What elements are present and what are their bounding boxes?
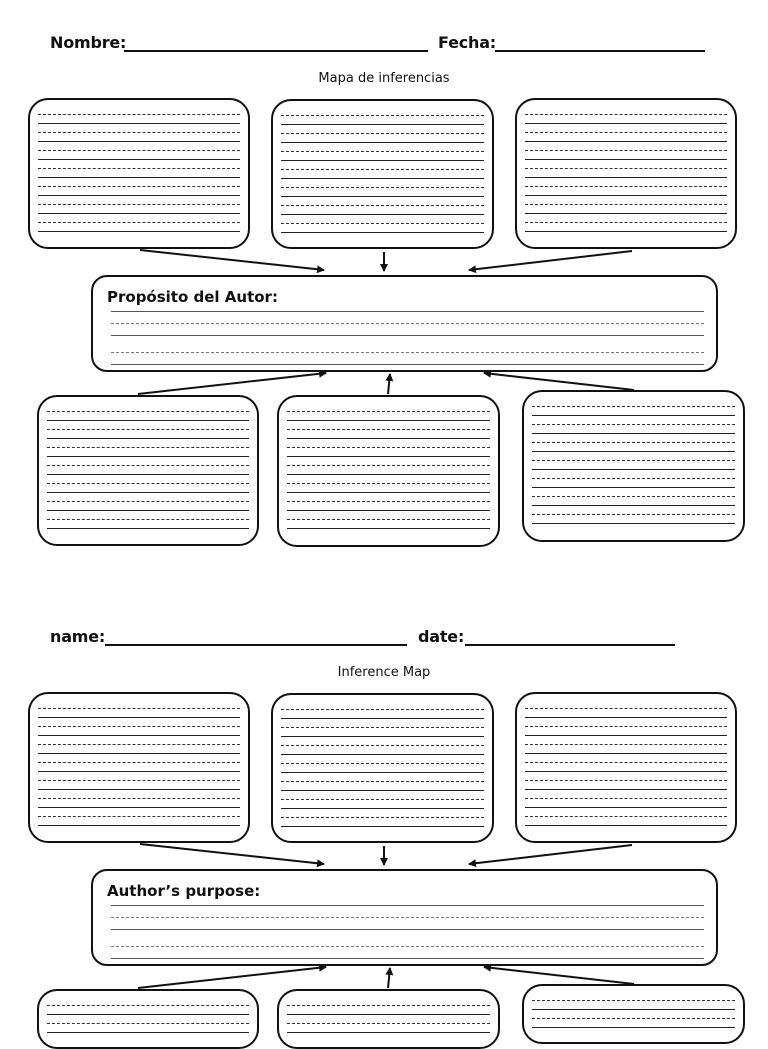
writing-line bbox=[532, 406, 735, 407]
map-title: Mapa de inferencias bbox=[318, 71, 450, 86]
writing-line bbox=[287, 447, 490, 448]
writing-line bbox=[47, 429, 249, 430]
writing-line bbox=[47, 528, 249, 529]
writing-line bbox=[38, 204, 240, 205]
writing-line bbox=[38, 195, 240, 196]
writing-line bbox=[111, 352, 704, 353]
arrow bbox=[138, 967, 326, 988]
writing-line bbox=[287, 483, 490, 484]
writing-line bbox=[47, 474, 249, 475]
writing-line bbox=[281, 727, 484, 728]
writing-line bbox=[525, 114, 727, 115]
writing-line bbox=[281, 142, 484, 143]
writing-line bbox=[47, 1005, 249, 1006]
writing-line bbox=[38, 708, 240, 709]
writing-line bbox=[47, 483, 249, 484]
writing-line bbox=[287, 474, 490, 475]
writing-line bbox=[532, 442, 735, 443]
writing-line bbox=[287, 1014, 490, 1015]
writing-line bbox=[525, 744, 727, 745]
writing-line bbox=[281, 790, 484, 791]
inference-box-top-center[interactable] bbox=[271, 99, 494, 249]
arrow bbox=[140, 250, 324, 270]
writing-line bbox=[281, 232, 484, 233]
name-field[interactable] bbox=[124, 50, 428, 52]
writing-line bbox=[281, 799, 484, 800]
writing-line bbox=[281, 817, 484, 818]
inference-box-bottom-right[interactable] bbox=[522, 390, 745, 542]
author-purpose-box[interactable] bbox=[91, 275, 718, 372]
arrow bbox=[388, 374, 390, 394]
writing-line bbox=[532, 1009, 735, 1010]
writing-line bbox=[111, 905, 704, 906]
writing-line bbox=[38, 717, 240, 718]
map-title: Inference Map bbox=[337, 665, 431, 680]
writing-line bbox=[525, 762, 727, 763]
writing-line bbox=[281, 133, 484, 134]
writing-line bbox=[525, 150, 727, 151]
writing-line bbox=[38, 762, 240, 763]
writing-line bbox=[111, 364, 704, 365]
writing-line bbox=[281, 718, 484, 719]
inference-box-top-left[interactable] bbox=[28, 98, 250, 249]
writing-line bbox=[38, 825, 240, 826]
writing-line bbox=[525, 726, 727, 727]
writing-line bbox=[38, 753, 240, 754]
writing-line bbox=[38, 771, 240, 772]
writing-line bbox=[47, 438, 249, 439]
writing-line bbox=[281, 196, 484, 197]
writing-line bbox=[111, 323, 704, 324]
arrow bbox=[469, 845, 632, 864]
writing-line bbox=[111, 946, 704, 947]
writing-line bbox=[281, 709, 484, 710]
writing-line bbox=[525, 753, 727, 754]
writing-line bbox=[532, 433, 735, 434]
inference-box-bottom-left[interactable] bbox=[37, 989, 259, 1049]
writing-line bbox=[47, 456, 249, 457]
writing-line bbox=[281, 736, 484, 737]
arrow bbox=[484, 967, 634, 984]
writing-line bbox=[525, 231, 727, 232]
writing-line bbox=[38, 114, 240, 115]
writing-line bbox=[532, 1000, 735, 1001]
writing-line bbox=[532, 451, 735, 452]
writing-line bbox=[38, 132, 240, 133]
writing-line bbox=[281, 169, 484, 170]
writing-line bbox=[525, 825, 727, 826]
writing-line bbox=[47, 420, 249, 421]
writing-line bbox=[525, 222, 727, 223]
writing-line bbox=[38, 168, 240, 169]
writing-line bbox=[38, 744, 240, 745]
arrow bbox=[469, 251, 632, 270]
writing-line bbox=[111, 929, 704, 930]
writing-line bbox=[47, 447, 249, 448]
writing-line bbox=[47, 510, 249, 511]
writing-line bbox=[111, 958, 704, 959]
writing-line bbox=[111, 335, 704, 336]
writing-line bbox=[525, 816, 727, 817]
inference-box-bottom-center[interactable] bbox=[277, 395, 500, 547]
writing-line bbox=[281, 772, 484, 773]
writing-line bbox=[281, 115, 484, 116]
writing-line bbox=[525, 798, 727, 799]
writing-line bbox=[38, 177, 240, 178]
inference-box-bottom-center[interactable] bbox=[277, 989, 500, 1049]
writing-line bbox=[38, 123, 240, 124]
writing-line bbox=[525, 141, 727, 142]
writing-line bbox=[525, 132, 727, 133]
writing-line bbox=[525, 789, 727, 790]
writing-line bbox=[38, 816, 240, 817]
writing-line bbox=[287, 528, 490, 529]
writing-line bbox=[287, 465, 490, 466]
writing-line bbox=[532, 415, 735, 416]
writing-line bbox=[525, 213, 727, 214]
writing-line bbox=[38, 789, 240, 790]
writing-line bbox=[281, 808, 484, 809]
writing-line bbox=[38, 735, 240, 736]
inference-box-bottom-left[interactable] bbox=[37, 395, 259, 546]
writing-line bbox=[525, 123, 727, 124]
writing-line bbox=[532, 487, 735, 488]
writing-line bbox=[532, 496, 735, 497]
writing-line bbox=[38, 159, 240, 160]
writing-line bbox=[532, 478, 735, 479]
writing-line bbox=[525, 807, 727, 808]
writing-line bbox=[281, 124, 484, 125]
writing-line bbox=[287, 438, 490, 439]
writing-line bbox=[532, 505, 735, 506]
writing-line bbox=[525, 186, 727, 187]
writing-line bbox=[532, 424, 735, 425]
writing-line bbox=[287, 1005, 490, 1006]
writing-line bbox=[525, 177, 727, 178]
writing-line bbox=[525, 708, 727, 709]
writing-line bbox=[38, 150, 240, 151]
arrow bbox=[138, 373, 326, 394]
date-label: date: bbox=[418, 627, 465, 646]
writing-line bbox=[525, 168, 727, 169]
writing-line bbox=[38, 231, 240, 232]
date-label: Fecha: bbox=[438, 33, 497, 52]
writing-line bbox=[532, 1027, 735, 1028]
writing-line bbox=[525, 195, 727, 196]
writing-line bbox=[111, 311, 704, 312]
writing-line bbox=[38, 213, 240, 214]
arrow bbox=[388, 968, 390, 988]
writing-line bbox=[47, 492, 249, 493]
name-label: Nombre: bbox=[50, 33, 127, 52]
writing-line bbox=[281, 754, 484, 755]
writing-line bbox=[38, 726, 240, 727]
writing-line bbox=[47, 519, 249, 520]
writing-line bbox=[38, 798, 240, 799]
writing-line bbox=[532, 523, 735, 524]
name-label: name: bbox=[50, 627, 106, 646]
writing-line bbox=[47, 465, 249, 466]
writing-line bbox=[47, 411, 249, 412]
writing-line bbox=[281, 205, 484, 206]
writing-line bbox=[281, 781, 484, 782]
writing-line bbox=[532, 460, 735, 461]
writing-line bbox=[287, 519, 490, 520]
writing-line bbox=[525, 717, 727, 718]
writing-line bbox=[38, 222, 240, 223]
author-purpose-label: Author’s purpose: bbox=[107, 882, 261, 900]
writing-line bbox=[287, 411, 490, 412]
inference-box-top-left[interactable] bbox=[28, 692, 250, 843]
date-field[interactable] bbox=[465, 644, 675, 646]
writing-line bbox=[525, 780, 727, 781]
writing-line bbox=[47, 1014, 249, 1015]
writing-line bbox=[281, 223, 484, 224]
writing-line bbox=[281, 826, 484, 827]
inference-box-bottom-right[interactable] bbox=[522, 984, 745, 1044]
writing-line bbox=[287, 1032, 490, 1033]
writing-line bbox=[525, 735, 727, 736]
writing-line bbox=[287, 456, 490, 457]
writing-line bbox=[281, 763, 484, 764]
writing-line bbox=[281, 160, 484, 161]
writing-line bbox=[532, 469, 735, 470]
writing-line bbox=[281, 214, 484, 215]
name-field[interactable] bbox=[105, 644, 407, 646]
writing-line bbox=[532, 1018, 735, 1019]
writing-line bbox=[47, 501, 249, 502]
writing-line bbox=[525, 771, 727, 772]
writing-line bbox=[38, 807, 240, 808]
author-purpose-label: Propósito del Autor: bbox=[107, 288, 278, 306]
date-field[interactable] bbox=[495, 50, 705, 52]
writing-line bbox=[532, 514, 735, 515]
writing-line bbox=[38, 780, 240, 781]
writing-line bbox=[287, 492, 490, 493]
arrow bbox=[484, 373, 634, 390]
writing-line bbox=[287, 501, 490, 502]
writing-line bbox=[111, 917, 704, 918]
writing-line bbox=[281, 187, 484, 188]
writing-line bbox=[287, 510, 490, 511]
writing-line bbox=[281, 151, 484, 152]
arrow bbox=[140, 844, 324, 864]
writing-line bbox=[38, 141, 240, 142]
writing-line bbox=[47, 1032, 249, 1033]
writing-line bbox=[281, 178, 484, 179]
author-purpose-box[interactable] bbox=[91, 869, 718, 966]
writing-line bbox=[38, 186, 240, 187]
writing-line bbox=[525, 204, 727, 205]
inference-box-top-right[interactable] bbox=[515, 692, 737, 843]
writing-line bbox=[287, 429, 490, 430]
inference-box-top-right[interactable] bbox=[515, 98, 737, 249]
writing-line bbox=[287, 420, 490, 421]
writing-line bbox=[281, 745, 484, 746]
writing-line bbox=[525, 159, 727, 160]
inference-box-top-center[interactable] bbox=[271, 693, 494, 843]
